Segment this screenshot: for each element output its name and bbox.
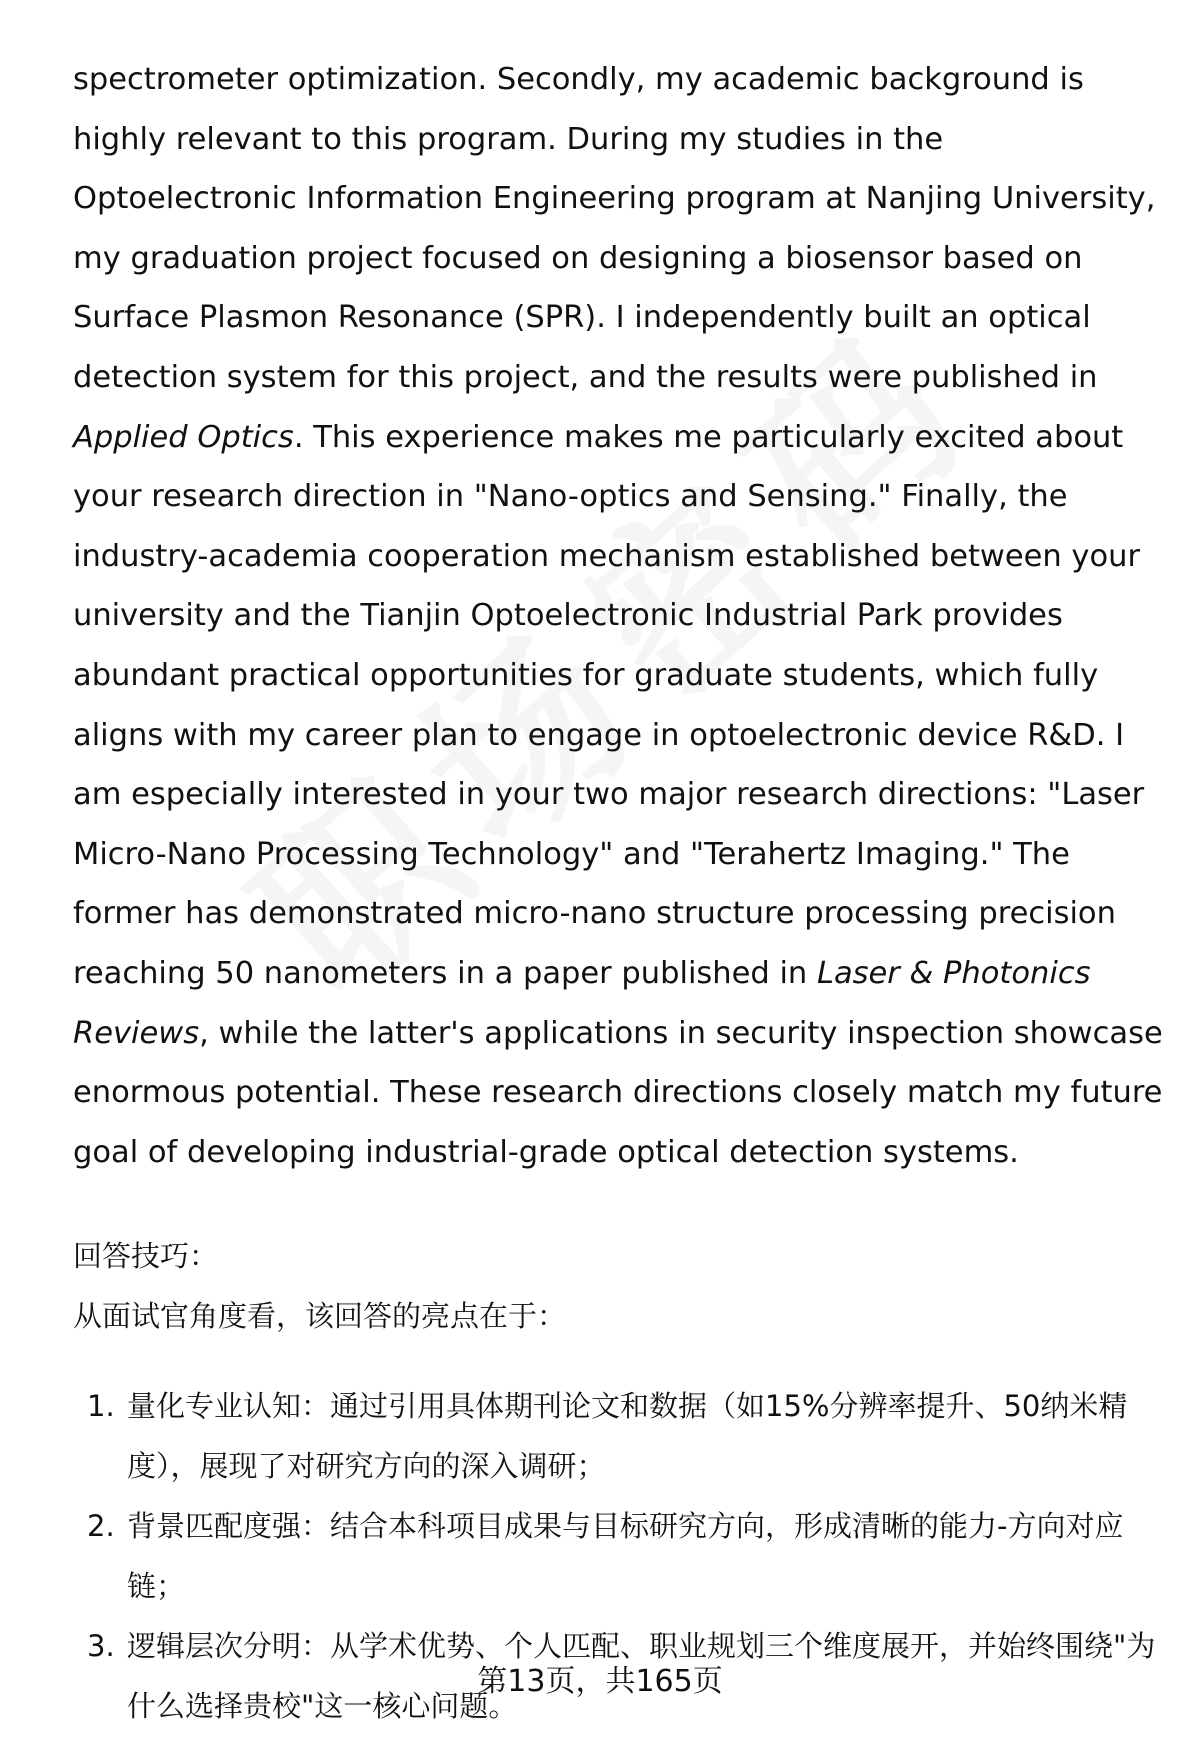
tips-intro: 从面试官角度看，该回答的亮点在于： [73,1299,567,1334]
answer-text-part-2: . This experience makes me particularly excited about your research direction in "Nano-optics and Sensing." Finally, the industry-academia cooperation mechanism established between your university and the Tianjin Optoelectronic Industrial Park provides abundant practical opportunities for graduate students, which fully aligns with my career plan to engage in optoelectronic device R&D. I am especially interested in your two major research directions: "Laser Micro-Nano Processing Technology" and "Terahertz Imaging." The former has demonstrated micro-nano structure processing precision reaching 50 nanometers in a paper published in [73,419,1145,991]
journal-title-applied-optics: Applied Optics [73,419,294,455]
tips-heading: 回答技巧： [73,1239,219,1274]
list-item-number: 1. [87,1389,115,1424]
answer-paragraph [73,50,1163,1182]
page-number: 第13页，共165页 [477,1664,723,1699]
list-item [73,1376,1163,1496]
list-item-text: 量化专业认知：通过引用具体期刊论文和数据（如15%分辨率提升、50纳米精度），展现了对研究方向的深入调研； [127,1389,1128,1484]
list-item-text: 逻辑层次分明：从学术优势、个人匹配、职业规划三个维度展开，并始终围绕"为什么选择贵校"这一核心问题。 [127,1629,1156,1724]
list-item-number-wrap [73,1376,127,1496]
list-item-number: 3. [87,1629,115,1664]
document-content [73,50,1163,1736]
list-item [73,1496,1163,1616]
list-item-number: 2. [87,1509,115,1544]
list-item-text: 背景匹配度强：结合本科项目成果与目标研究方向，形成清晰的能力-方向对应链； [127,1509,1124,1604]
journal-title-laser-photonics-reviews: Laser & Photonics Reviews [73,955,1091,1051]
answer-text-part-1: spectrometer optimization. Secondly, my academic background is highly relevant to this program. During my studies in the Optoelectronic Information Engineering program at Nanjing University, my graduation project focused on designing a biosensor based on Surface Plasmon Resonance (SPR). I independently built an optical detection system for this project, and the results were published in [73,62,1156,395]
answer-text-part-3: , while the latter's applications in security inspection showcase enormous potential. These research directions closely match my future goal of developing industrial-grade optical detection systems. [73,1015,1163,1170]
list-item-number-wrap [73,1496,127,1616]
